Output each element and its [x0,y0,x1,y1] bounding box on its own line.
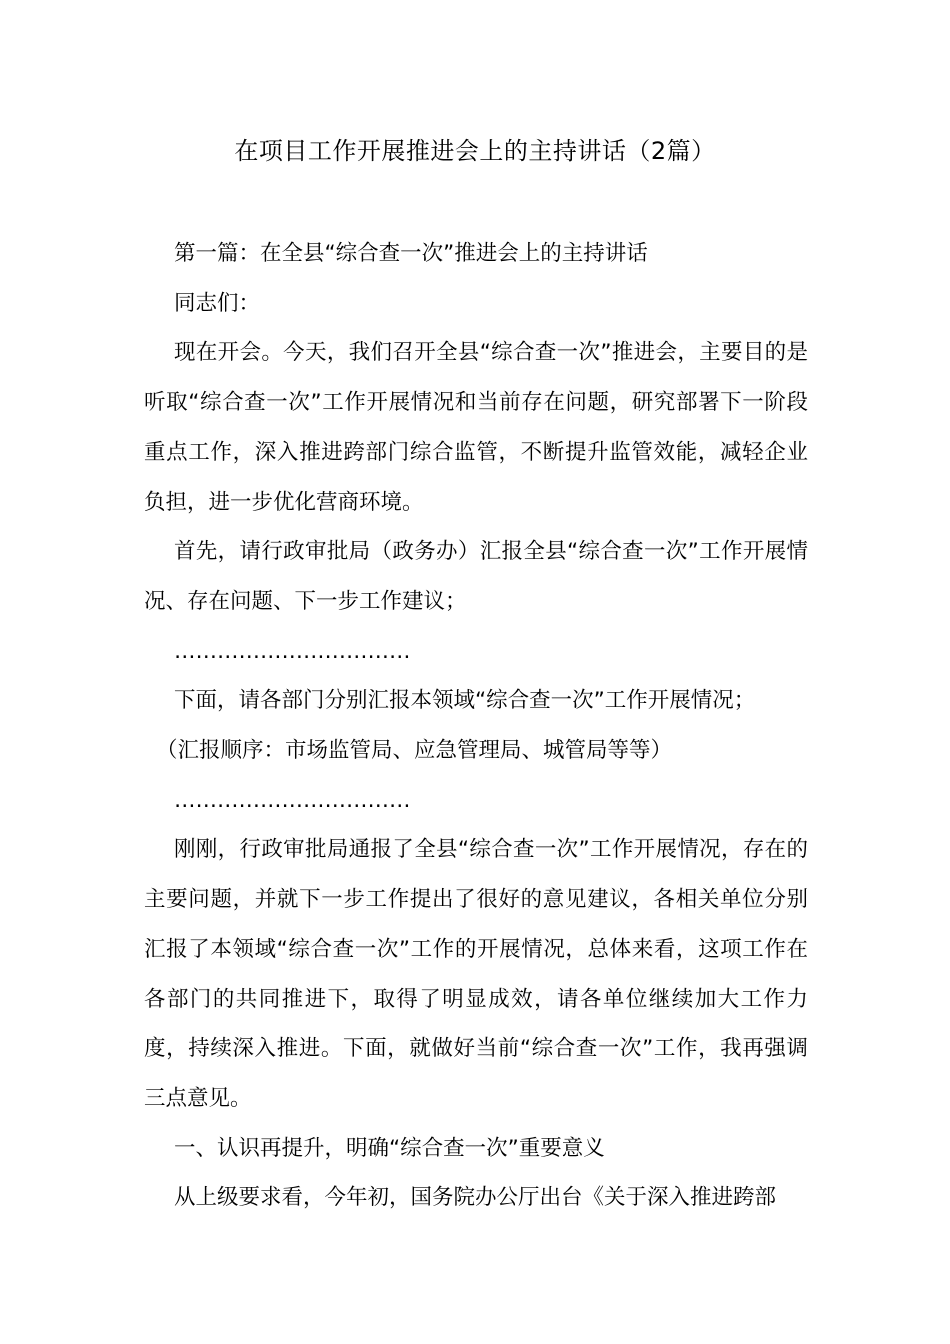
ellipsis-line: …………………………… [174,787,411,813]
paragraph-report-order: （汇报顺序：市场监管局、应急管理局、城管局等等） [156,738,673,764]
document-body [144,229,808,1223]
paragraph-opening: 现在开会。今天，我们召开全县“综合查一次”推进会，主要目的是听取“综合查一次”工作开展情况和当前存在问题，研究部署下一阶段重点工作，深入推进跨部门综合监管，不断提升监管效能，减轻企业负担，进一步优化营商环境。 [144,340,808,515]
salutation: 同志们： [174,290,261,316]
ellipsis-line: …………………………… [174,638,411,664]
document-title: 在项目工作开展推进会上的主持讲话（2篇） [234,137,716,165]
paragraph-summary: 刚刚，行政审批局通报了全县“综合查一次”工作开展情况，存在的主要问题，并就下一步工作提出了很好的意见建议，各相关单位分别汇报了本领域“综合查一次”工作的开展情况，总体来看，这项工作在各部门的共同推进下，取得了明显成效，请各单位继续加大工作力度，持续深入推进。下面，就做好当前“综合查一次”工作，我再强调三点意见。 [144,837,808,1111]
paragraph-report-request: 首先，请行政审批局（政务办）汇报全县“综合查一次”工作开展情况、存在问题、下一步工作建议； [144,539,808,614]
section-heading: 第一篇：在全县“综合查一次”推进会上的主持讲话 [174,241,648,266]
point-heading-1: 一、认识再提升，明确“综合查一次”重要意义 [174,1135,605,1161]
paragraph-upper-requirements: 从上级要求看，今年初，国务院办公厅出台《关于深入推进跨部 [174,1185,777,1211]
paragraph-department-reports: 下面，请各部门分别汇报本领域“综合查一次”工作开展情况； [174,688,756,714]
